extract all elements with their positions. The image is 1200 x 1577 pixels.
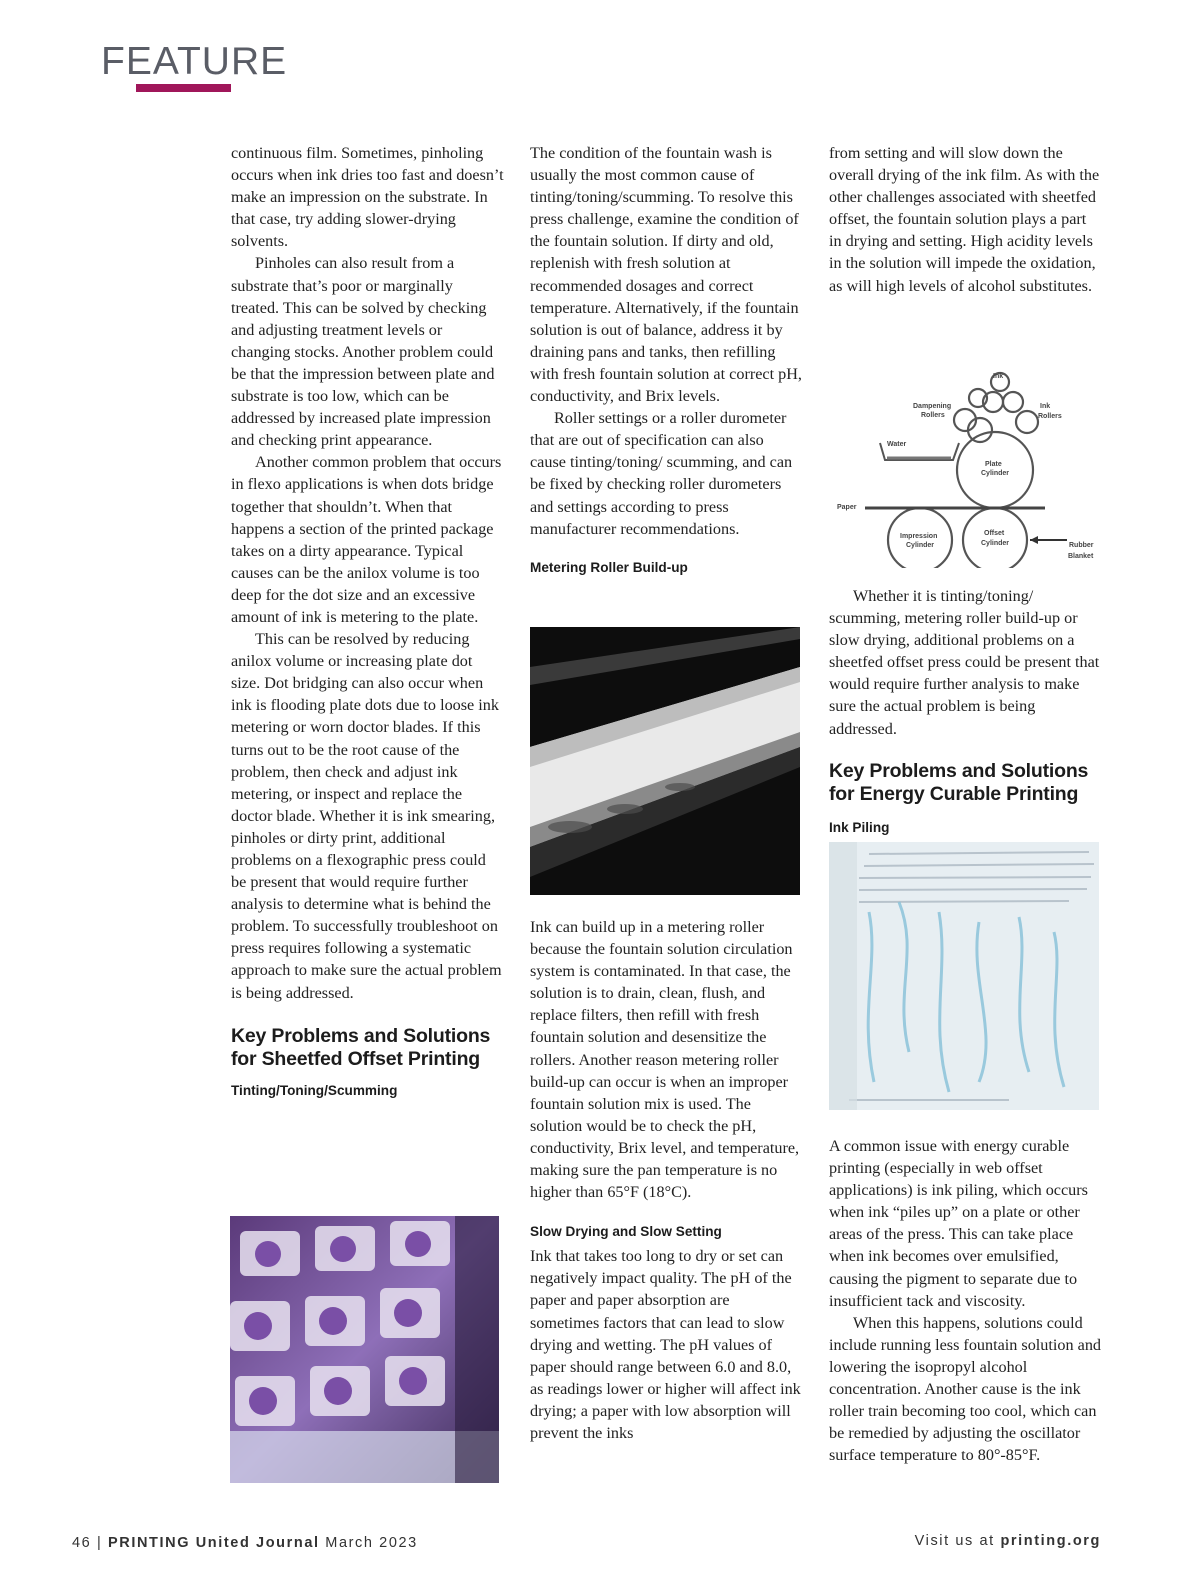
col1-paragraph-4: This can be resolved by reducing anilox volume or increasing plate dot size. Dot bridging can also occur when ink is flooding plate dots due to loose ink metering or worn doctor blades. If this turns out to be the root cause of the problem, then check and adjust ink metering, or inspect and replace the doctor blade. Whether it is ink smearing, pinholes or dirty print, additional problems on a flexographic press could be present that would require further analysis to determine what is behind the problem. To successfully troubleshoot on press requires following a systematic approach to make sure the actual problem is being addressed.	[231, 630, 502, 1002]
col3-paragraph-3: A common issue with energy curable printing (especially in web offset applications) is ink piling, which occurs when ink “piles up” on a plate or other areas of the press. This can take place when ink becomes over emulsified, causing the pigment to separate due to insufficient tack and viscosity.	[829, 1137, 1088, 1310]
diagram-label-rubber-1: Rubber	[1069, 542, 1094, 549]
offset-press-diagram	[835, 368, 1097, 568]
col2-paragraph-3: Ink can build up in a metering roller because the fountain solution circulation system is contaminated. In that case, the solution is to drain, clean, flush, and replace filters, then refill with fresh fountain solution and desensitize the rollers. Another reason metering roller build-up can occur is when an improper fountain solution mix is used. The solution would be to check the pH, conductivity, Brix level, and temperature, making sure the pan temperature is no higher than 65°F (18°C).	[530, 918, 800, 1202]
col3-paragraph-4: When this happens, solutions could include running less fountain solution and lowering the isopropyl alcohol concentration. Another cause is the ink roller train becoming too cool, which can be remedied by adjusting the oscillator surface temperature to 80°-85°F.	[829, 1313, 1102, 1465]
col3-paragraph-1: from setting and will slow down the overall drying of the ink film. As with the other challenges associated with sheetfed offset, the fountain solution plays a part in drying and setting. High acidity levels in the solution will impede the oxidation, as will high levels of alcohol substitutes.	[829, 144, 1100, 295]
issue-date: March 2023	[325, 1535, 418, 1551]
col2-paragraph-1: The condition of the fountain wash is usually the most common cause of tinting/toning/scumming. To resolve this press challenge, examine the condition of the fountain solution. If dirty and old, replenish with fresh solution at recommended dosages and correct temperature. Alternatively, if the fountain solution is out of balance, address it by draining pans and tanks, then refilling with fresh fountain solution at correct pH, conductivity, and Brix levels.	[530, 144, 802, 406]
press-sheet-image	[230, 1216, 499, 1483]
col1-subheading: Tinting/Toning/Scumming	[231, 1082, 398, 1098]
diagram-label-ink-rollers-1: Ink	[1040, 403, 1051, 410]
column-3-lower	[829, 1135, 1102, 1466]
diagram-label-plate-2: Cylinder	[981, 470, 1010, 477]
offset-press-diagram-svg	[835, 368, 1097, 568]
column-3-middle	[829, 585, 1102, 835]
col3-paragraph-2: Whether it is tinting/toning/ scumming, metering roller build-up or slow drying, additional problems on a sheetfed offset press could be present that would require further analysis to make sure the actual problem is being addressed.	[829, 587, 1100, 738]
col1-heading-line-2: for Sheetfed Offset Printing	[231, 1047, 480, 1070]
metering-roller-photo	[530, 627, 800, 895]
col3-heading	[829, 760, 1102, 806]
col1-heading	[231, 1025, 504, 1071]
diagram-label-offset-2: Cylinder	[981, 540, 1010, 547]
column-2-lower	[530, 916, 802, 1444]
column-1	[231, 142, 504, 1098]
column-2	[530, 142, 802, 575]
col1-heading-line-1: Key Problems and Solutions	[231, 1024, 491, 1047]
col2-subheading-slow-drying: Slow Drying and Slow Setting	[530, 1224, 722, 1240]
website-link[interactable]: printing.org	[1000, 1533, 1101, 1549]
col3-heading-line-2: for Energy Curable Printing	[829, 782, 1079, 805]
col1-paragraph-1: continuous film. Sometimes, pinholing occurs when ink dries too fast and doesn’t make an impression on the substrate. In that case, try adding slower-drying solvents.	[231, 144, 504, 251]
diagram-label-water: Water	[887, 441, 907, 448]
col2-paragraph-4: Ink that takes too long to dry or set can negatively impact quality. The pH of the paper and paper absorption are sometimes factors that can lead to slow drying and wetting. The pH values of paper should range between 6.0 and 8.0, as readings lower or higher will affect ink drying; a paper with low absorption will prevent the inks	[530, 1247, 801, 1442]
footer-right	[915, 1533, 1101, 1549]
ink-piling-image	[829, 842, 1099, 1110]
section-label: FEATURE	[101, 40, 288, 83]
footer-separator: |	[96, 1535, 103, 1551]
press-sheet-photo	[230, 1216, 499, 1483]
ink-piling-photo	[829, 842, 1099, 1110]
diagram-label-dampening-2: Rollers	[921, 412, 945, 419]
col2-subheading-metering: Metering Roller Build-up	[530, 559, 688, 575]
diagram-label-ink: Ink	[993, 373, 1004, 380]
visit-label: Visit us at	[914, 1533, 995, 1549]
diagram-label-offset-1: Offset	[984, 530, 1005, 537]
col2-paragraph-2: Roller settings or a roller durometer that are out of specification can also cause tinting/toning/ scumming, and can be fixed by checking roller durometers and settings according to press manufacturer recommendations.	[530, 409, 793, 538]
col3-subheading: Ink Piling	[829, 819, 890, 835]
diagram-label-ink-rollers-2: Rollers	[1038, 413, 1062, 420]
page-number: 46	[72, 1535, 92, 1551]
col1-paragraph-2: Pinholes can also result from a substrate that’s poor or marginally treated. This can be solved by checking and adjusting treatment levels or changing stocks. Another problem could be that the impression between plate and substrate is too low, which can be addressed by increased plate impression and checking print appearance.	[231, 254, 495, 450]
publication-name: PRINTING United Journal	[108, 1535, 320, 1551]
column-3	[829, 142, 1102, 297]
diagram-label-impression-1: Impression	[900, 533, 938, 540]
section-accent-bar	[136, 84, 231, 92]
col1-paragraph-3: Another common problem that occurs in flexo applications is when dots bridge together that shouldn’t. When that happens a section of the printed package takes on a dirty appearance. Typical causes can be the anilox volume is too deep for the dot size and an excessive amount of ink is metering to the plate.	[231, 453, 502, 626]
diagram-label-dampening-1: Dampening	[913, 403, 952, 410]
metering-roller-image	[530, 627, 800, 895]
diagram-label-paper: Paper	[837, 504, 857, 511]
diagram-label-impression-2: Cylinder	[906, 542, 935, 549]
footer-left	[72, 1535, 418, 1551]
col3-heading-line-1: Key Problems and Solutions	[829, 759, 1089, 782]
diagram-label-plate-1: Plate	[985, 461, 1002, 468]
diagram-label-rubber-2: Blanket	[1068, 553, 1094, 560]
